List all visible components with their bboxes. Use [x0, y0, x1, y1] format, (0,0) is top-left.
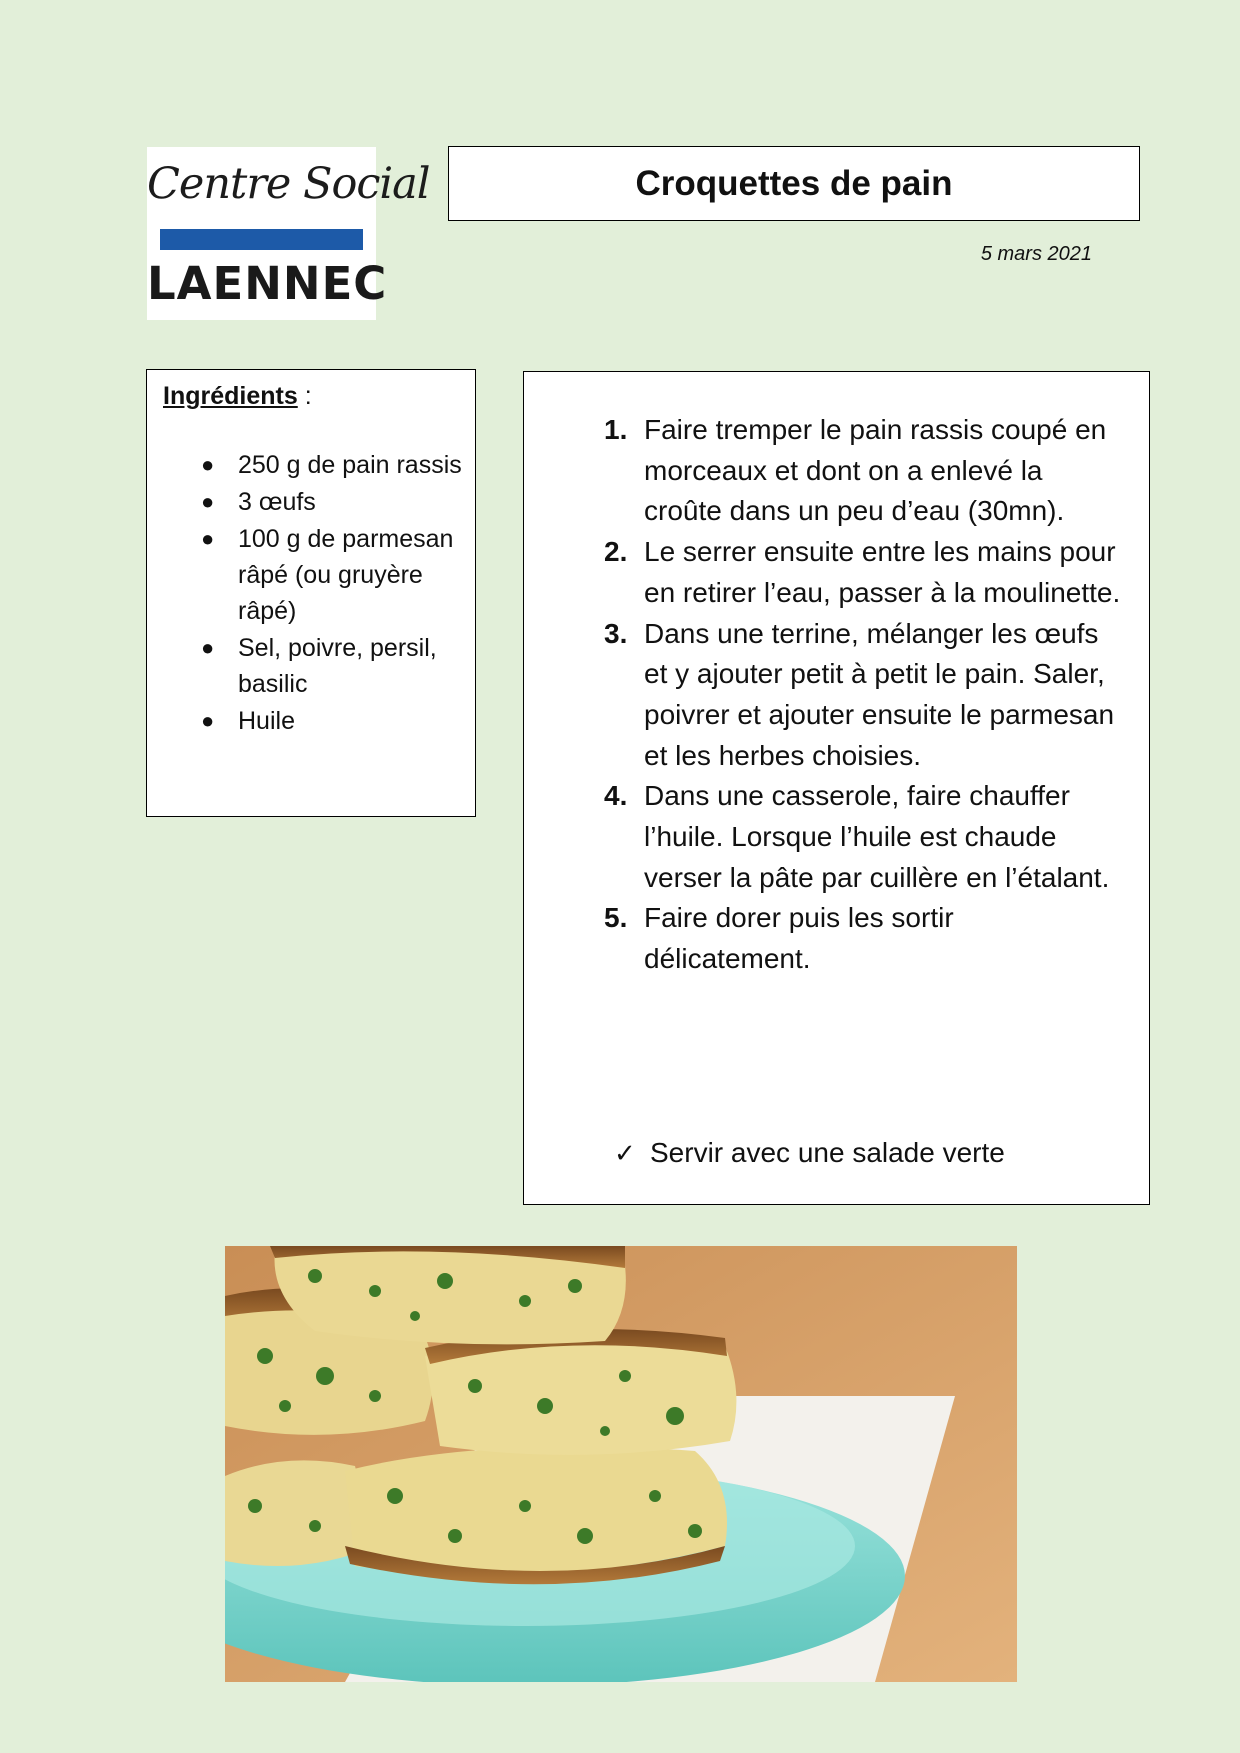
step-item [604, 776, 1124, 898]
step-number: 4. [604, 780, 628, 812]
checkmark-icon: ✓ [614, 1138, 636, 1168]
recipe-title: Croquettes de pain [635, 163, 953, 203]
bullet-icon: ● [201, 526, 215, 551]
croquettes-photo-illustration [225, 1246, 1017, 1682]
step-number: 3. [604, 617, 628, 649]
food-photo [225, 1246, 1017, 1682]
recipe-date: 5 mars 2021 [980, 243, 1092, 265]
bullet-icon: ● [201, 635, 215, 660]
ingredient-item [147, 484, 463, 520]
ingredient-item [147, 703, 463, 739]
step-number: 2. [604, 536, 628, 568]
step-text: Faire dorer puis les sortir délicatement. [644, 902, 954, 975]
step-text: Le serrer ensuite entre les mains pour en retirer l’eau, passer à la moulinette. [644, 536, 1121, 608]
step-text: Dans une casserole, faire chauffer l’huile. Lorsque l’huile est chaude verser la pâte par cuillère en l’étalant. [644, 780, 1110, 893]
serving-suggestion [614, 1137, 1005, 1169]
recipe-title-box [448, 146, 1140, 221]
ingredient-item [147, 630, 463, 702]
ingredient-item [147, 447, 463, 483]
ingredient-text: 100 g de parmesan râpé (ou gruyère râpé) [238, 525, 454, 625]
ingredients-box [146, 369, 476, 817]
step-item [604, 898, 1124, 979]
bullet-icon: ● [201, 489, 215, 514]
steps-box [523, 371, 1150, 1205]
step-item [604, 532, 1124, 613]
bullet-icon: ● [201, 452, 215, 477]
ingredient-text: 3 œufs [238, 488, 316, 516]
ingredients-heading-colon: : [297, 382, 312, 410]
step-text: Dans une terrine, mélanger les œufs et y ajouter petit à petit le pain. Saler, poivrer et ajouter ensuite le parmesan et les herbes choisies. [644, 617, 1115, 771]
serving-text: Servir avec une salade verte [650, 1137, 1005, 1168]
steps-list [604, 410, 1124, 980]
ingredient-text: 250 g de pain rassis [238, 451, 462, 479]
step-item [604, 410, 1124, 532]
step-item [604, 614, 1124, 777]
logo-script-text: Centre Social [147, 159, 430, 209]
logo-stripe [160, 229, 363, 250]
ingredients-heading-label: Ingrédients [163, 382, 298, 410]
ingredient-text: Sel, poivre, persil, basilic [238, 634, 437, 698]
step-text: Faire tremper le pain rassis coupé en morceaux et dont on a enlevé la croûte dans un peu d’eau (30mn). [644, 414, 1107, 527]
bullet-icon: ● [201, 708, 215, 733]
ingredients-heading [163, 382, 312, 411]
croquette [425, 1338, 736, 1455]
ingredients-list [147, 447, 467, 740]
ingredient-text: Huile [238, 707, 295, 735]
step-number: 1. [604, 414, 628, 445]
step-number: 5. [604, 902, 628, 934]
centre-social-logo [147, 147, 430, 320]
croquette [345, 1447, 727, 1575]
logo-name-text: LAENNEC [147, 257, 388, 310]
ingredient-item [147, 521, 463, 629]
